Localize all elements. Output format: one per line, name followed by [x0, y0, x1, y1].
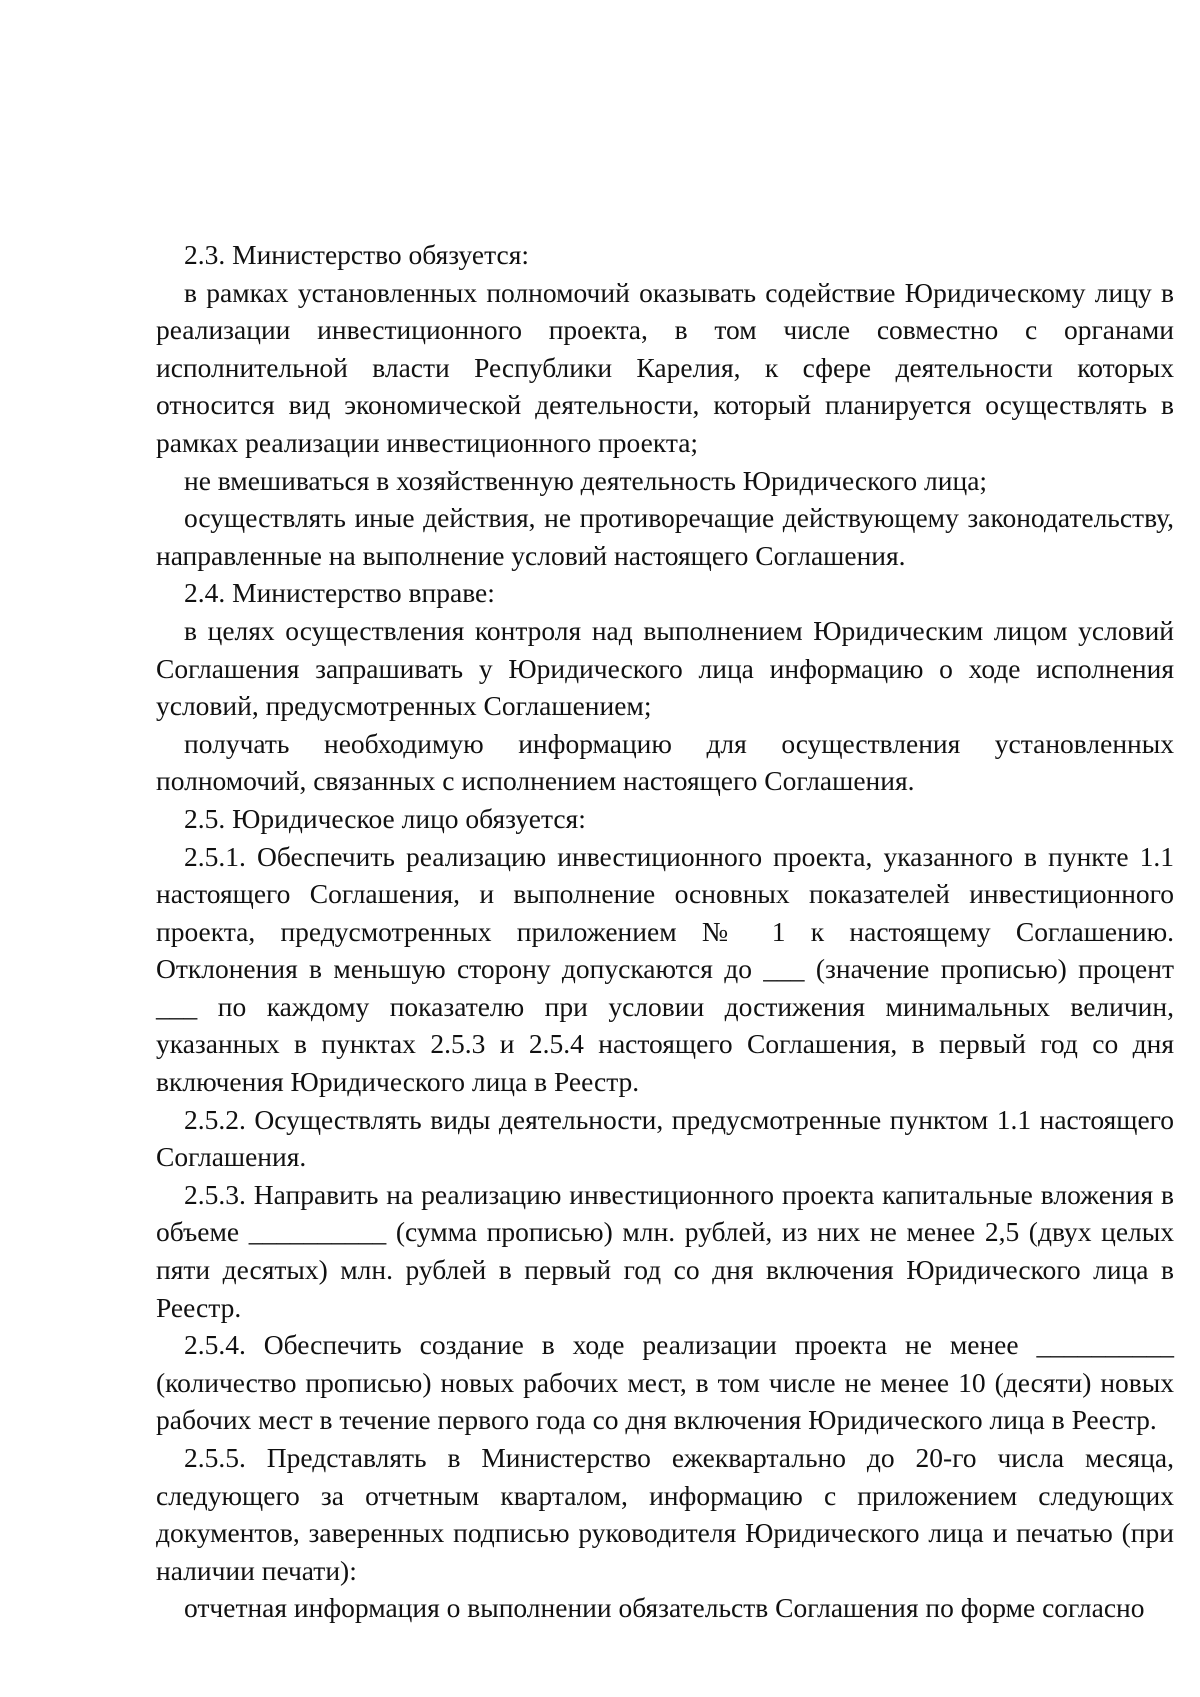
clause-2-3-heading: 2.3. Министерство обязуется: [184, 239, 529, 270]
clause-2-5-2: 2.5.2. Осуществлять виды деятельности, предусмотренные пунктом 1.1 настоящего Соглашения. [156, 1103, 1174, 1173]
clause-2-5-1: 2.5.1. Обеспечить реализацию инвестиционного проекта, указанного в пункте 1.1 настоящего Соглашения, и выполнение основных показателей инвестиционного проекта, предусмотренных приложением № 1 к настоящему Соглашению. Отклонения в меньшую сторону допускаются до ___ (значение прописью) процент ___ по каждому показателю при условии достижения минимальных величин, указанных в пунктах 2.5.3 и 2.5.4 настоящего Соглашения, в первый год со дня включения Юридического лица в Реестр. [156, 840, 1174, 1098]
clause-2-5-heading: 2.5. Юридическое лицо обязуется: [184, 802, 586, 834]
document-page [156, 236, 1174, 1627]
clause-2-5-4: 2.5.4. Обеспечить создание в ходе реализации проекта не менее __________ (количество прописью) новых рабочих мест, в том числе не менее 10 (десяти) новых рабочих мест в течение первого года со дня включения Юридического лица в Реестр. [156, 1329, 1174, 1436]
clause-2-5-5-item-report: отчетная информация о выполнении обязательств Соглашения по форме согласно [184, 1592, 1145, 1624]
clause-2-4-item-request-info: в целях осуществления контроля над выполнением Юридическим лицом условий Соглашения запрашивать у Юридического лица информацию о ходе исполнения условий, предусмотренных Соглашением; [156, 614, 1174, 722]
clause-2-5-5: 2.5.5. Представлять в Министерство ежеквартально до 20-го числа месяца, следующего за отчетным кварталом, информацию с приложением следующих документов, заверенных подписью руководителя Юридического лица и печатью (при наличии печати): [156, 1442, 1174, 1586]
clause-2-3-item-other-actions: осуществлять иные действия, не противоречащие действующему законодательству, направленные на выполнение условий настоящего Соглашения. [156, 502, 1174, 571]
clause-2-4-heading: 2.4. Министерство вправе: [184, 577, 495, 609]
clause-2-3-item-support: в рамках установленных полномочий оказывать содействие Юридическому лицу в реализации инвестиционного проекта, в том числе совместно с органами исполнительной власти Республики Карелия, к сфере деятельности которых относится вид экономической деятельности, который планируется осуществлять в рамках реализации инвестиционного проекта; [156, 276, 1174, 458]
clause-2-4-item-receive-info: получать необходимую информацию для осуществления установленных полномочий, связанных с исполнением настоящего Соглашения. [156, 727, 1174, 797]
clause-2-3-item-non-interference: не вмешиваться в хозяйственную деятельность Юридического лица; [184, 464, 988, 496]
clause-2-5-3: 2.5.3. Направить на реализацию инвестиционного проекта капитальные вложения в объеме __________ (сумма прописью) млн. рублей, из них не менее 2,5 (двух целых пяти десятых) млн. рублей в первый год со дня включения Юридического лица в Реестр. [156, 1178, 1174, 1323]
